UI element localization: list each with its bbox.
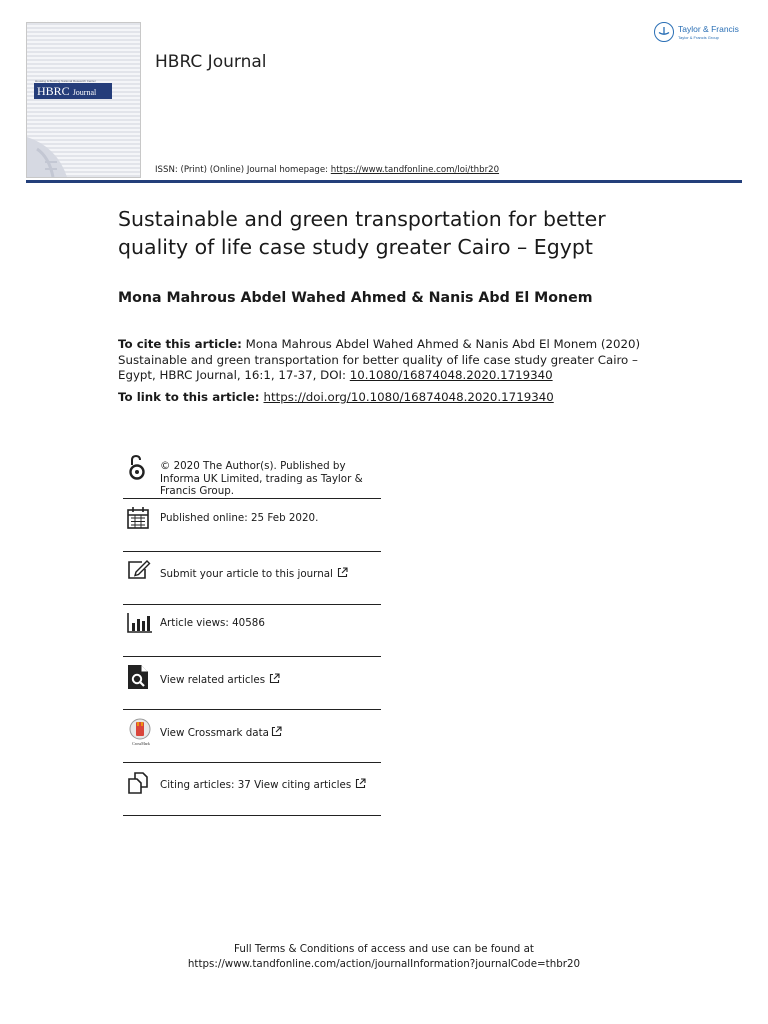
cite-text: Mona Mahrous Abdel Wahed Ahmed & Nanis Abd El Monem (2020) Sustainable and green transportation for better quality of life case study greater Cairo – Egypt, HBRC Journal, 16:1, 17-37, DOI: (118, 337, 641, 382)
journal-homepage-link[interactable]: https://www.tandfonline.com/loi/thbr20 (330, 165, 500, 175)
cite-doi-link[interactable]: 10.1080/16874048.2020.1719340 (349, 368, 553, 382)
publisher-name: Taylor & Francis (678, 24, 739, 34)
publisher-logo-icon (654, 22, 674, 42)
publisher-group: Taylor & Francis Group (678, 35, 719, 40)
license-text: © 2020 The Author(s). Published by Informa UK Limited, trading as Taylor & Francis Group. (160, 460, 363, 497)
edit-icon (127, 559, 151, 581)
external-link-icon (337, 567, 348, 578)
issn-text: ISSN: (Print) (Online) Journal homepage: (155, 165, 331, 175)
published-date: Published online: 25 Feb 2020. (160, 512, 319, 524)
header-divider (26, 180, 742, 183)
terms-line1: Full Terms & Conditions of access and use can be found at (234, 943, 534, 955)
cover-title-band (34, 83, 112, 99)
journal-cover-image (26, 22, 141, 178)
info-item-related[interactable] (123, 656, 381, 710)
info-item-views (123, 604, 381, 657)
info-item-published (123, 498, 381, 552)
cover-subtitle: Journal (72, 88, 97, 97)
info-item-license (123, 450, 381, 499)
info-item-citing[interactable] (123, 762, 381, 816)
article-views: Article views: 40586 (160, 617, 265, 629)
external-link-icon (269, 673, 280, 684)
crossmark-icon (127, 718, 155, 748)
crossmark-link[interactable] (160, 726, 382, 740)
crossmark-label: View Crossmark data (160, 727, 269, 739)
cover-title: HBRC (37, 84, 70, 98)
article-title (118, 205, 678, 261)
article-title-line1: Sustainable and green transportation for better (118, 207, 606, 231)
calendar-icon (127, 507, 149, 529)
publisher-logo[interactable] (654, 22, 744, 46)
issn-line (155, 165, 499, 175)
crossmark-sublabel: CrossMark (132, 741, 150, 746)
citing-articles-label: Citing articles: 37 View citing articles (160, 779, 352, 791)
related-articles-label: View related articles (160, 674, 266, 686)
related-articles-link[interactable] (160, 673, 382, 687)
external-link-icon (271, 726, 282, 737)
citation-block (118, 337, 678, 384)
info-item-submit[interactable] (123, 551, 381, 605)
terms-url[interactable]: https://www.tandfonline.com/action/journalInformation?journalCode=thbr20 (187, 958, 581, 970)
open-access-icon (127, 455, 147, 481)
article-authors: Mona Mahrous Abdel Wahed Ahmed & Nanis Abd El Monem (118, 290, 593, 306)
bar-chart-icon (127, 612, 153, 634)
submit-article-link[interactable] (160, 567, 382, 581)
article-title-line2: quality of life case study greater Cairo – Egypt (118, 235, 593, 259)
search-document-icon (127, 664, 149, 690)
cover-illustration (27, 127, 140, 177)
citing-articles-link[interactable] (160, 778, 382, 792)
cite-label: To cite this article: (118, 337, 242, 351)
submit-article-label: Submit your article to this journal (160, 568, 333, 580)
terms-footer (0, 942, 768, 972)
external-link-icon (355, 778, 366, 789)
citing-articles-icon (127, 771, 153, 795)
article-doi-link[interactable]: https://doi.org/10.1080/16874048.2020.1719340 (263, 390, 554, 404)
cover-publisher-text: Housing & Building National Research Center (35, 79, 96, 83)
info-item-crossmark[interactable] (123, 709, 381, 763)
journal-title: HBRC Journal (155, 52, 267, 72)
link-label: To link to this article: (118, 390, 264, 404)
article-link-line (118, 390, 554, 404)
